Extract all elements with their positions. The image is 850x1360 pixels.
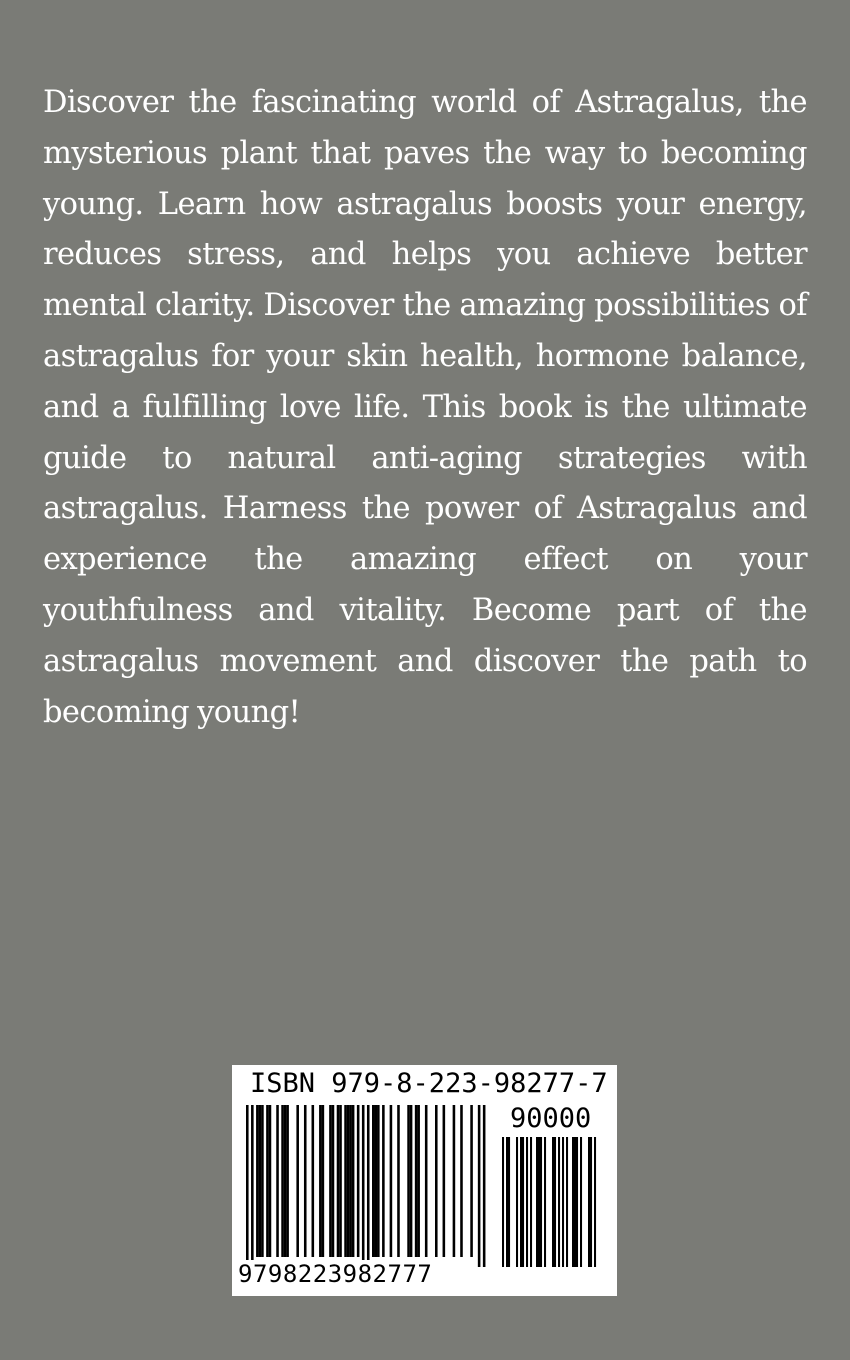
addon-bar	[540, 1137, 542, 1267]
addon-bar	[590, 1137, 592, 1267]
barcode-bar	[372, 1105, 375, 1257]
addon-bar	[576, 1137, 578, 1267]
barcode-bar	[329, 1105, 332, 1257]
barcode-bar	[415, 1105, 418, 1257]
barcode-bar	[259, 1105, 262, 1257]
barcode-bar	[261, 1105, 264, 1257]
barcode-bar	[266, 1105, 269, 1257]
barcode-guard-bar	[367, 1105, 370, 1267]
barcode-bar	[284, 1105, 287, 1257]
barcode-bar	[296, 1105, 299, 1257]
addon-bar	[530, 1137, 532, 1267]
barcode-bar	[337, 1105, 340, 1257]
addon-bar	[502, 1137, 504, 1267]
addon-bar	[580, 1137, 582, 1267]
barcode-bar	[347, 1105, 350, 1257]
barcode-guard-bar	[362, 1105, 365, 1267]
barcode-bar	[256, 1105, 259, 1257]
barcode-bar	[357, 1105, 360, 1257]
addon-bar	[594, 1137, 596, 1267]
isbn-label: ISBN 979-8-223-98277-7	[250, 1068, 608, 1099]
barcode-bar	[443, 1105, 446, 1257]
addon-bar	[552, 1137, 554, 1267]
addon-bar	[538, 1137, 540, 1267]
barcode-bar	[377, 1105, 380, 1257]
barcode-guard-bar	[478, 1105, 481, 1267]
barcode-digits: 9798223982777	[238, 1260, 435, 1288]
book-description: Discover the fascinating world of Astragalus, the mysterious plant that paves the way to becoming young. Learn how astragalus boosts your energy, reduces stress, and helps you achieve better mental clarity. Discover the amazing possibilities of astragalus for your skin health, hormone balance, and a fulfilling love life. This book is the ultimate guide to natural anti-aging strategies with astragalus. Harness the power of Astragalus and experience the amazing effect on your youthfulness and vitality. Become part of the astragalus movement and discover the path to becoming young!	[43, 85, 807, 730]
addon-bar	[520, 1137, 522, 1267]
barcode-bar	[319, 1105, 322, 1257]
barcode-bar	[344, 1105, 347, 1257]
addon-bar	[544, 1137, 546, 1267]
barcode-bar	[276, 1105, 279, 1257]
addon-bar	[562, 1137, 564, 1267]
barcode-guard-bar	[246, 1105, 249, 1267]
barcode-bar	[417, 1105, 420, 1257]
barcode-bar	[332, 1105, 335, 1257]
addon-bar	[526, 1137, 528, 1267]
barcode-guard-bar	[251, 1105, 254, 1267]
barcode-bar	[375, 1105, 378, 1257]
barcode-bar	[460, 1105, 463, 1257]
barcode-bar	[390, 1105, 393, 1257]
barcode-bar	[410, 1105, 413, 1257]
addon-bar	[516, 1137, 518, 1267]
barcode-bar	[435, 1105, 438, 1257]
barcode-box	[232, 1065, 617, 1296]
barcode-bar	[349, 1105, 352, 1257]
barcode-bar	[322, 1105, 325, 1257]
addon-bar	[572, 1137, 574, 1267]
price-code: 90000	[510, 1103, 592, 1134]
barcode-bar	[470, 1105, 473, 1257]
addon-bar	[522, 1137, 524, 1267]
barcode-bar	[269, 1105, 272, 1257]
addon-bar	[506, 1137, 508, 1267]
addon-bar	[554, 1137, 556, 1267]
barcode-guard-bar	[483, 1105, 486, 1267]
addon-bar	[536, 1137, 538, 1267]
barcode-bar	[286, 1105, 289, 1257]
barcode-bar	[281, 1105, 284, 1257]
barcode-bar	[397, 1105, 400, 1257]
barcode-bar	[352, 1105, 355, 1257]
addon-bar	[588, 1137, 590, 1267]
barcode-bar	[312, 1105, 315, 1257]
barcode-bar	[382, 1105, 385, 1257]
barcode-bar	[407, 1105, 410, 1257]
addon-bar	[508, 1137, 510, 1267]
addon-bar	[574, 1137, 576, 1267]
barcode-bar	[339, 1105, 342, 1257]
barcode-bar	[425, 1105, 428, 1257]
addon-bar	[558, 1137, 560, 1267]
addon-bar	[566, 1137, 568, 1267]
barcode-bar	[453, 1105, 456, 1257]
barcode-bar	[304, 1105, 307, 1257]
